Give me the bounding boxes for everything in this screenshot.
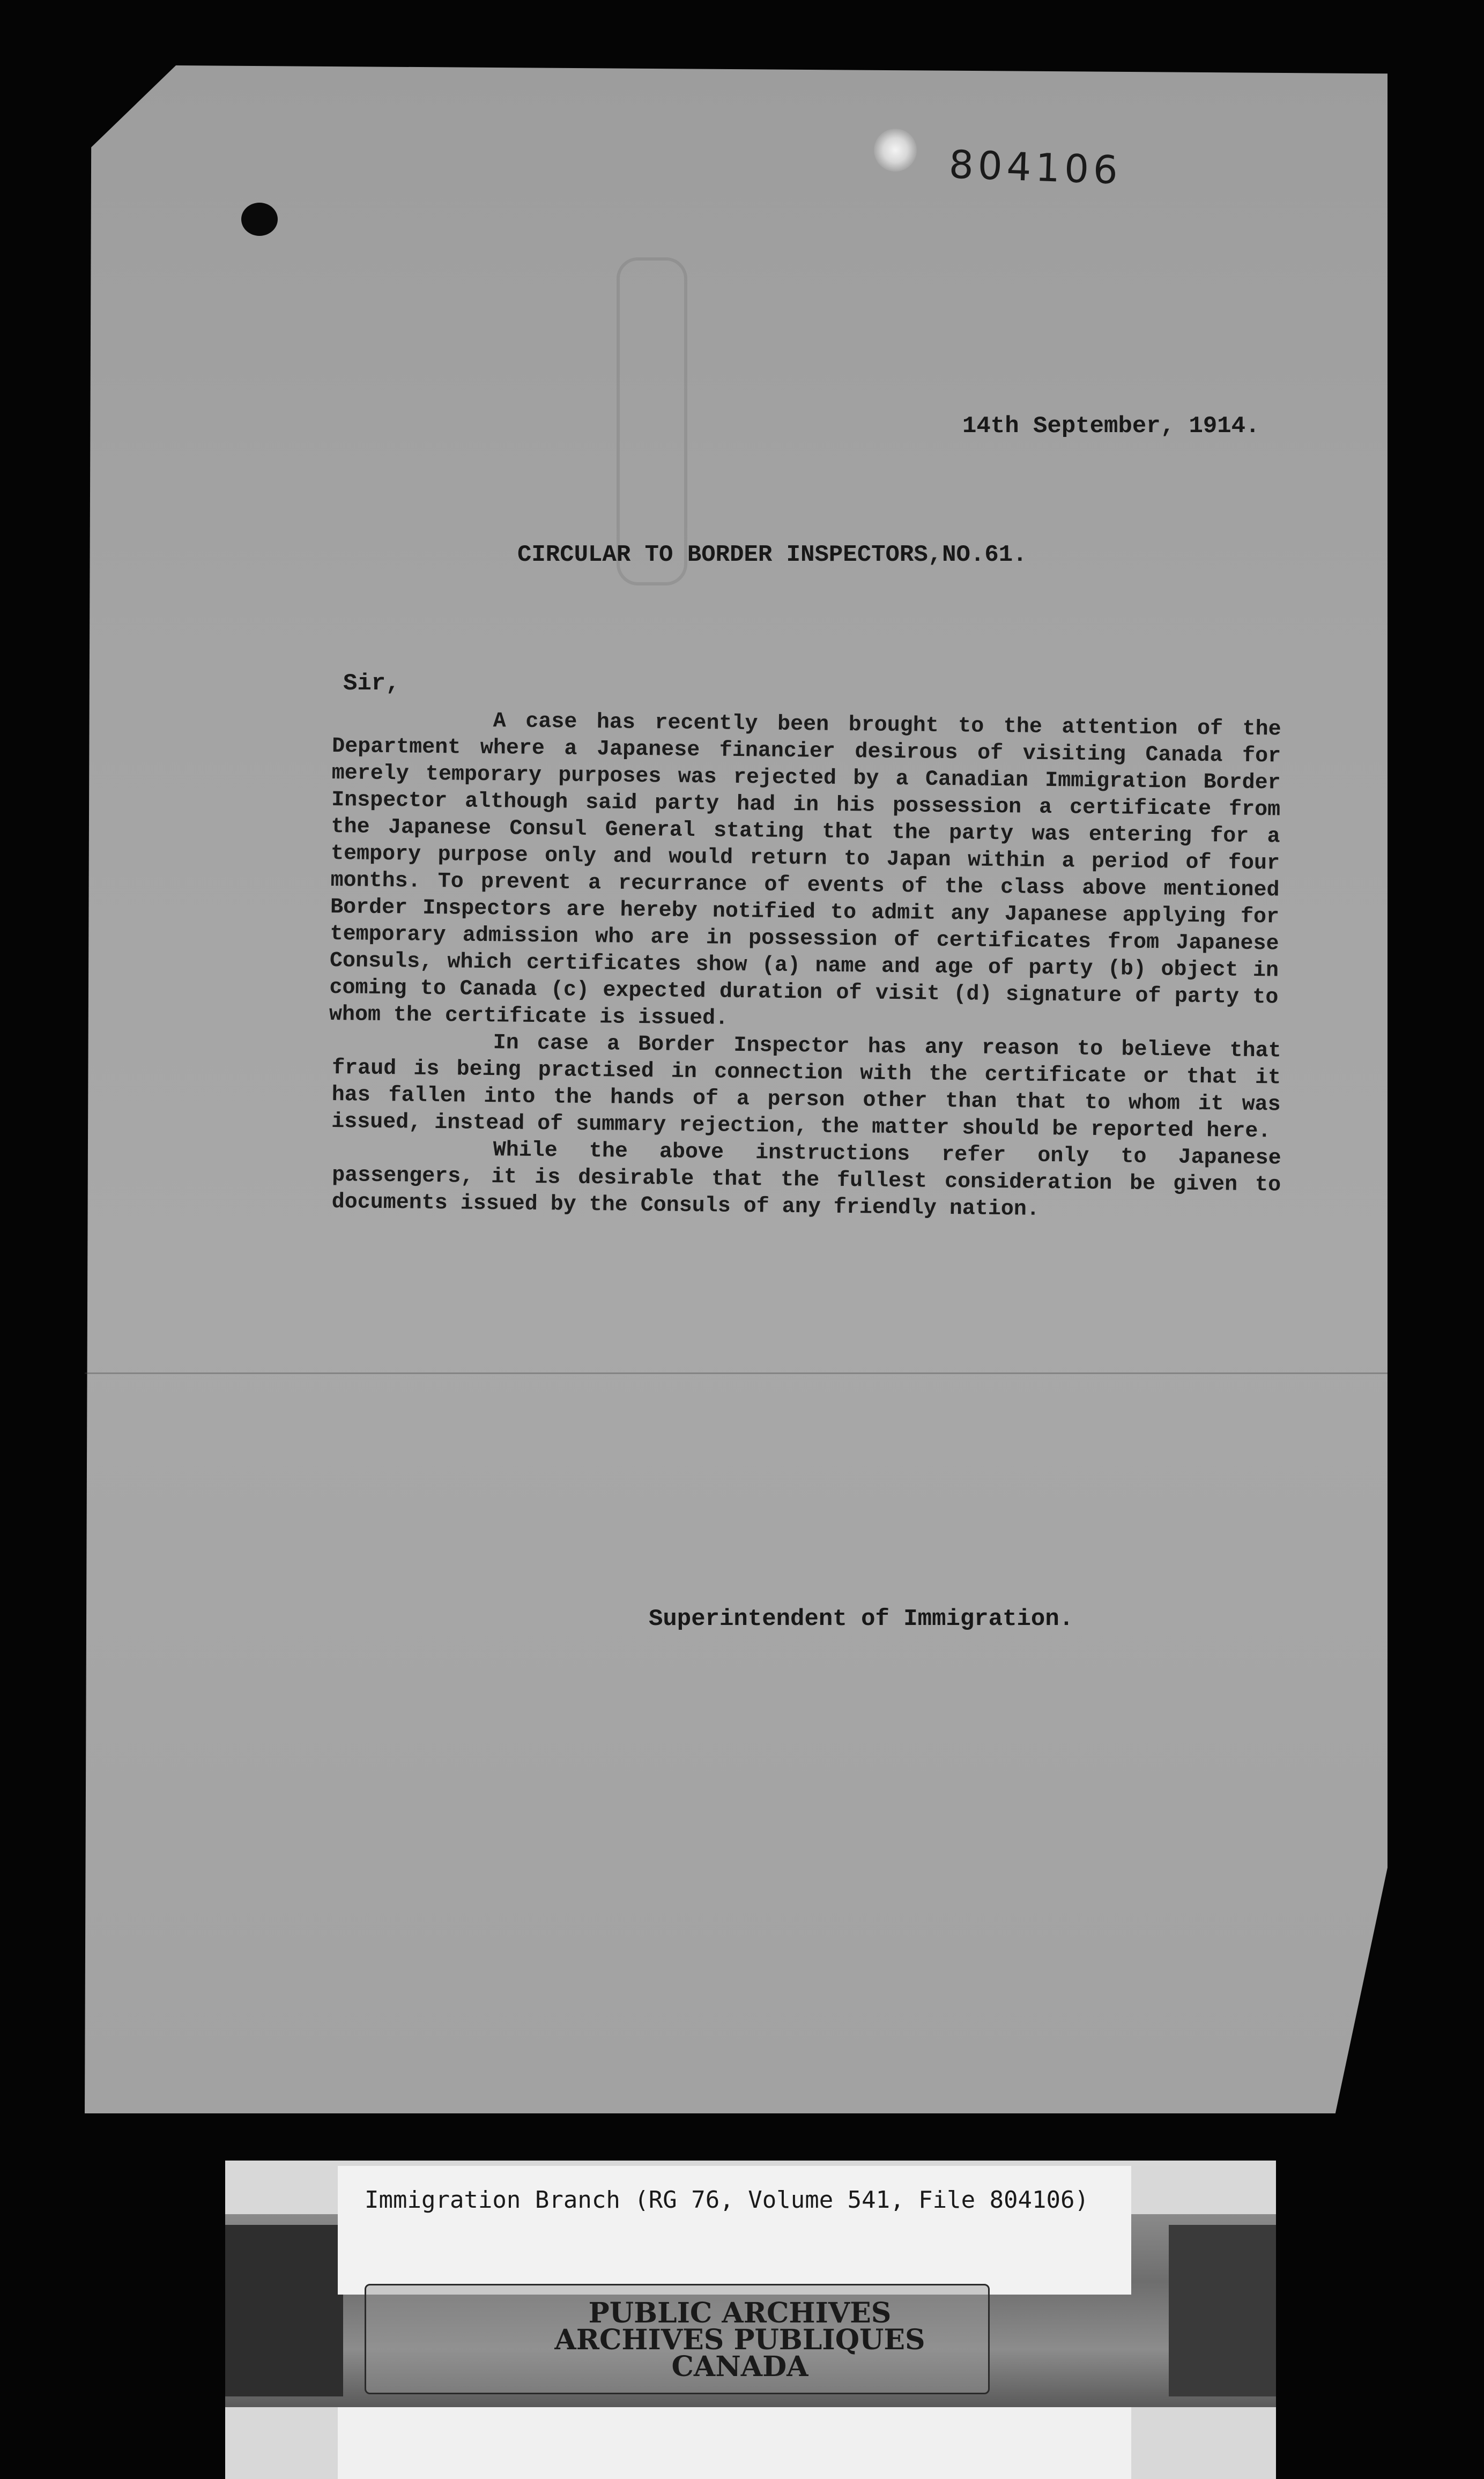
- salutation: Sir,: [343, 670, 400, 697]
- letter-date: 14th September, 1914.: [962, 413, 1260, 440]
- punch-hole: [241, 203, 278, 236]
- body-paragraph: In case a Border Inspector has any reason to believe that fraud is being practised in connection with the certificate or that it has fallen into the hands of a person other than that to whom it was issued, instead of summary rejection, the matter should be reported here.: [331, 1031, 1281, 1144]
- signature-line: Superintendent of Immigration.: [649, 1606, 1074, 1632]
- tape-shadow-left: [225, 2225, 343, 2396]
- tape-shadow-right: [1169, 2225, 1276, 2396]
- light-glare: [874, 129, 917, 172]
- stamp-line: PUBLIC ARCHIVES: [588, 2297, 892, 2329]
- faded-stamp-mark: [617, 257, 687, 585]
- stamp-line: CANADA: [671, 2350, 808, 2383]
- letter-body: [329, 707, 1281, 1222]
- fold-line: [85, 1372, 1387, 1374]
- file-label-text: Immigration Branch (RG 76, Volume 541, File 804106): [365, 2186, 1089, 2214]
- body-paragraph: While the above instructions refer only to Japanese passengers, it is desirable that the fullest consideration be given to documents issued by the Consuls of any friendly nation.: [331, 1138, 1281, 1222]
- public-archives-stamp: [525, 2297, 954, 2383]
- handwritten-reference-number: 804106: [948, 142, 1123, 193]
- file-label-card: [338, 2166, 1131, 2295]
- body-paragraph: A case has recently been brought to the attention of the Department where a Japanese financier desirous of visiting Canada for merely temporary purposes was rejected by a Canadian Immigration Border Inspector although said party had in his possession a certificate from the Japanese Consul General stating that the party was entering for a tempory purpose only and would return to Japan within a period of four months. To prevent a recurrance of events of the class above mentioned Border Inspectors are hereby notified to admit any Japanese applying for temporary admission who are in possession of certificates from Japanese Consuls, which certificates show (a) name and age of party (b) object in coming to Canada (c) expected duration of visit (d) signature of party to whom the certificate is issued.: [329, 709, 1281, 1031]
- circular-title: CIRCULAR TO BORDER INSPECTORS,NO.61.: [517, 541, 1027, 568]
- label-bottom-edge: [338, 2407, 1131, 2479]
- stamp-line: ARCHIVES PUBLIQUES: [554, 2324, 925, 2356]
